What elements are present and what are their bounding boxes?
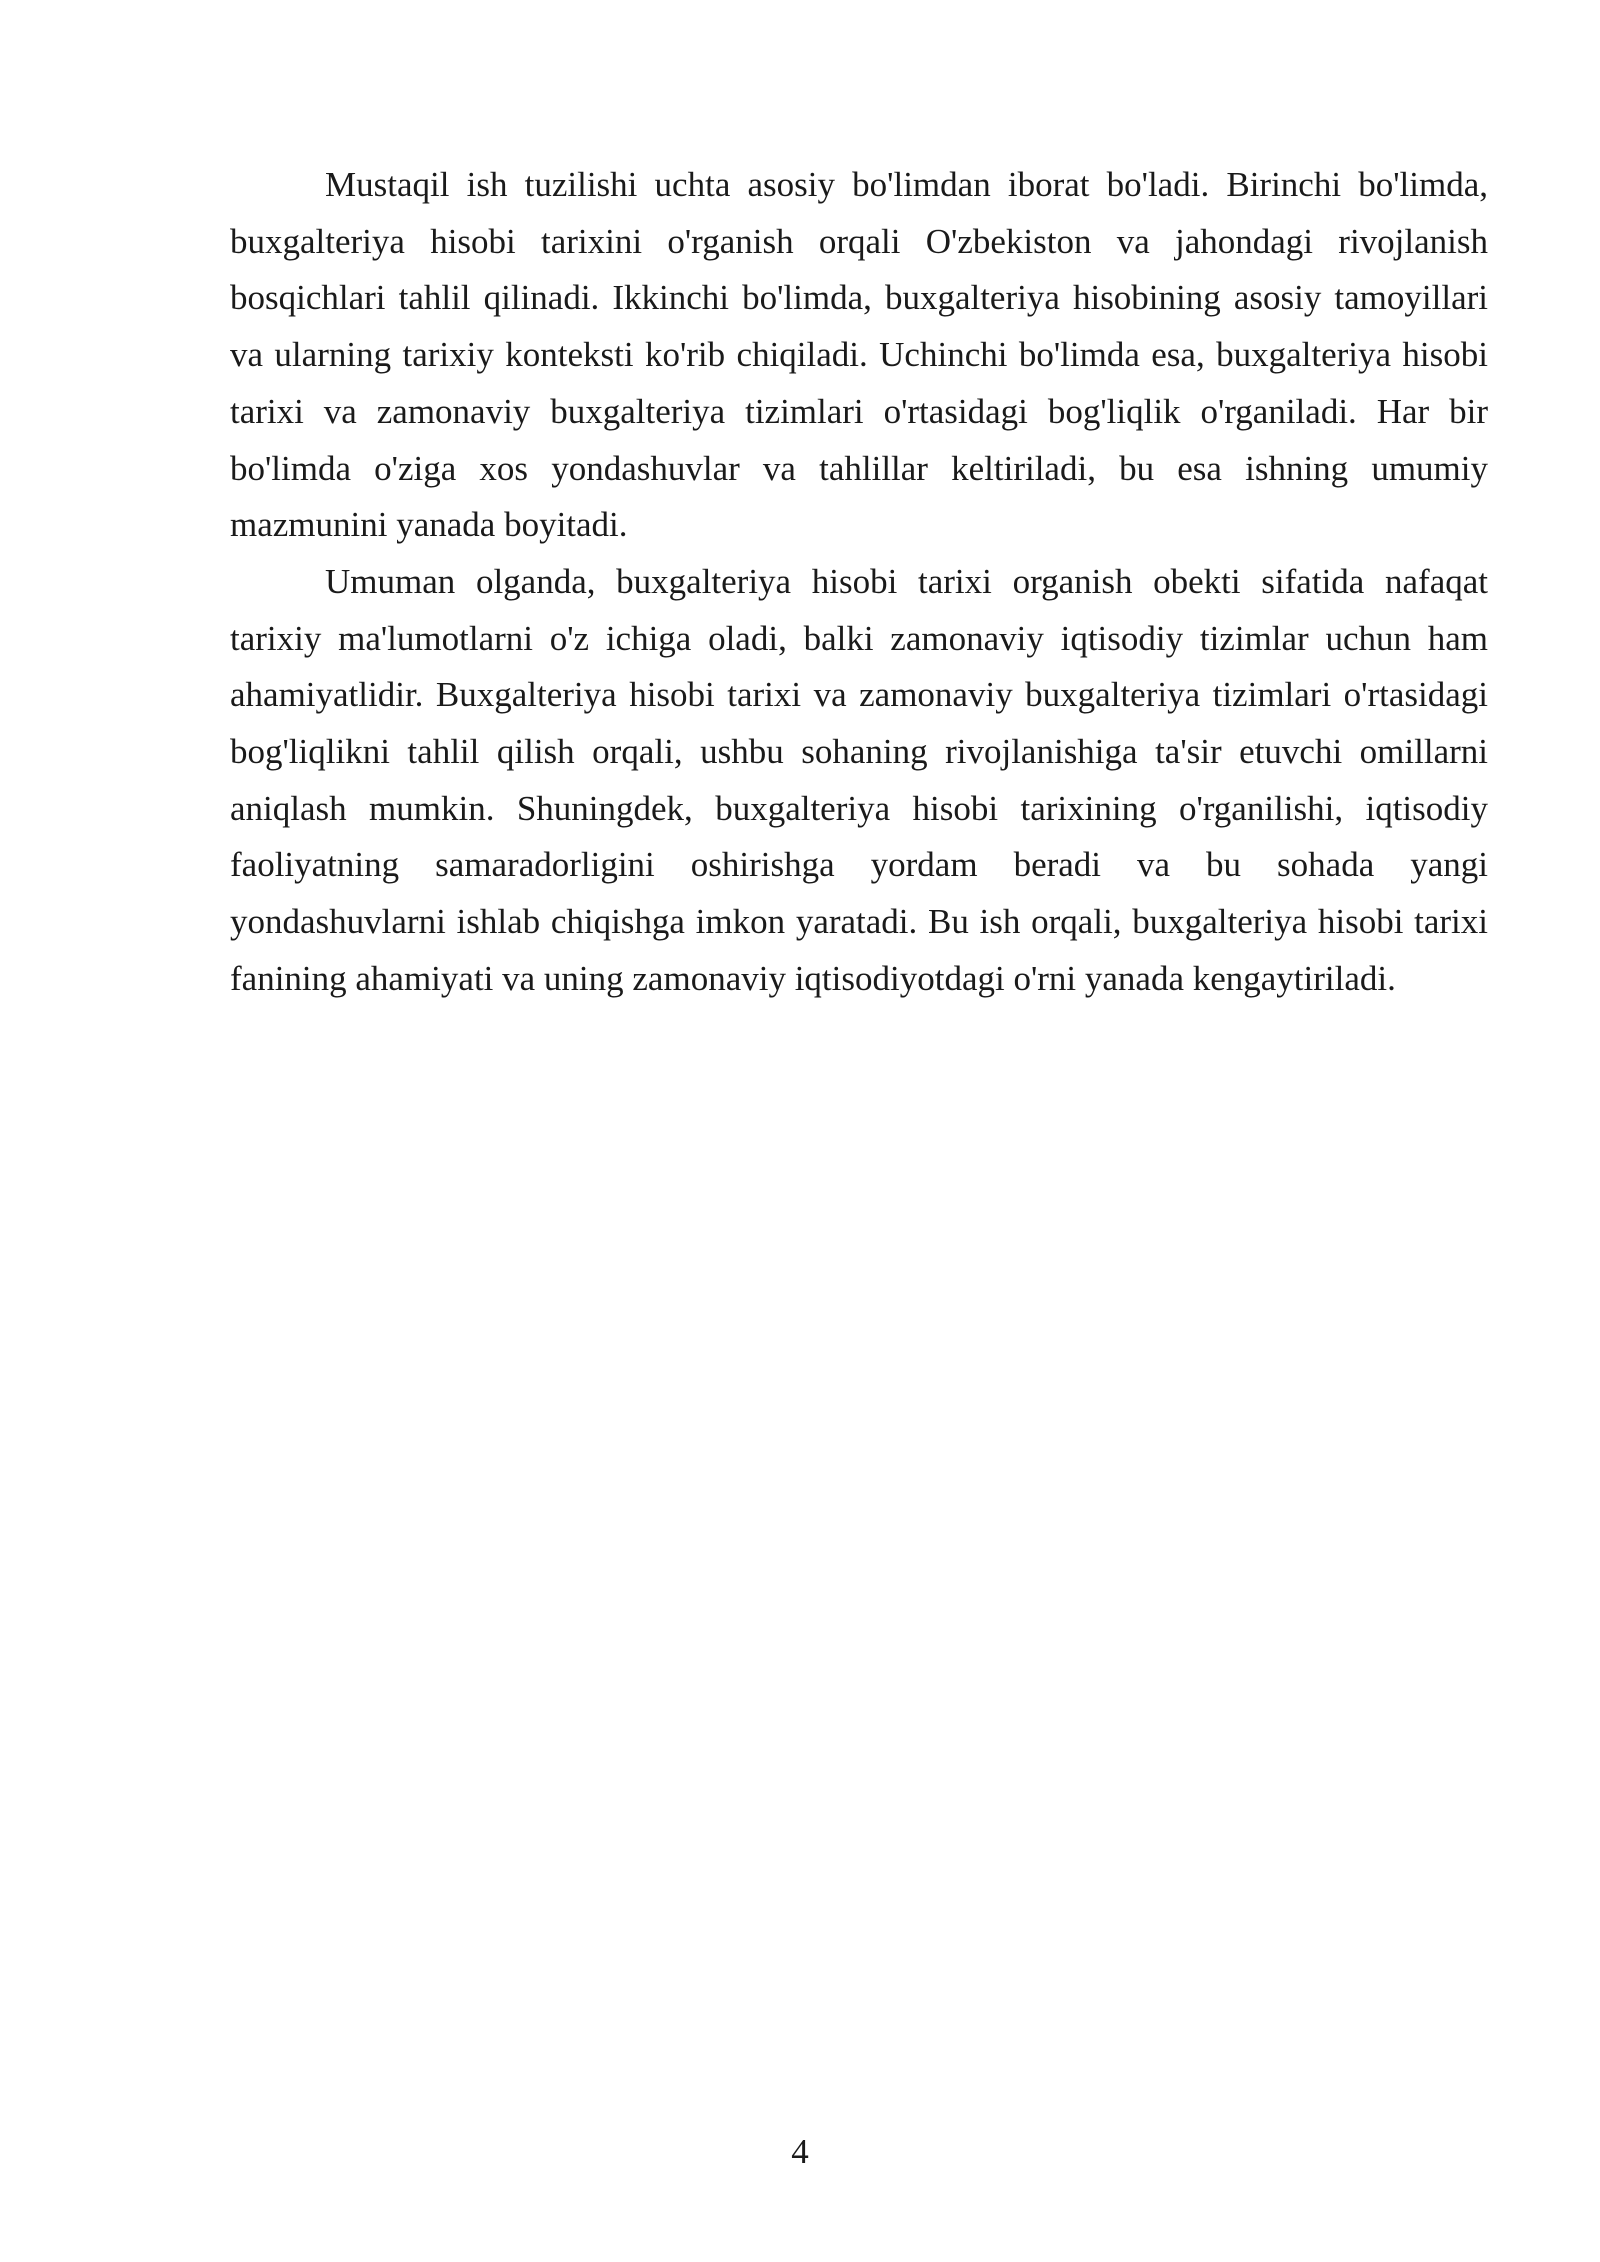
paragraph-1: Mustaqil ish tuzilishi uchta asosiy bo'limdan iborat bo'ladi. Birinchi bo'limda, buxgalteriya hisobi tarixini o'rganish orqali O'zbekiston va jahondagi rivojlanish bosqichlari tahlil qilinadi. Ikkinchi bo'limda, buxgalteriya hisobining asosiy tamoyillari va ularning tarixiy konteksti ko'rib chiqiladi. Uchinchi bo'limda esa, buxgalteriya hisobi tarixi va zamonaviy buxgalteriya tizimlari o'rtasidagi bog'liqlik o'rganiladi. Har bir bo'limda o'ziga xos yondashuvlar va tahlillar keltiriladi, bu esa ishning umumiy mazmunini yanada boyitadi.: [230, 165, 1488, 545]
paragraph-2: Umuman olganda, buxgalteriya hisobi tarixi organish obekti sifatida nafaqat tarixiy ma'lumotlarni o'z ichiga oladi, balki zamonaviy iqtisodiy tizimlar uchun ham ahamiyatlidir. Buxgalteriya hisobi tarixi va zamonaviy buxgalteriya tizimlari o'rtasidagi bog'liqlikni tahlil qilish orqali, ushbu sohaning rivojlanishiga ta'sir etuvchi omillarni aniqlash mumkin. Shuningdek, buxgalteriya hisobi tarixining o'rganilishi, iqtisodiy faoliyatning samaradorligini oshirishga yordam beradi va bu sohada yangi yondashuvlarni ishlab chiqishga imkon yaratadi. Bu ish orqali, buxgalteriya hisobi tarixi fanining ahamiyati va uning zamonaviy iqtisodiyotdagi o'rni yanada kengaytiriladi.: [230, 561, 1488, 998]
page-number: 4: [791, 2132, 809, 2171]
body-text: [230, 157, 1488, 1008]
